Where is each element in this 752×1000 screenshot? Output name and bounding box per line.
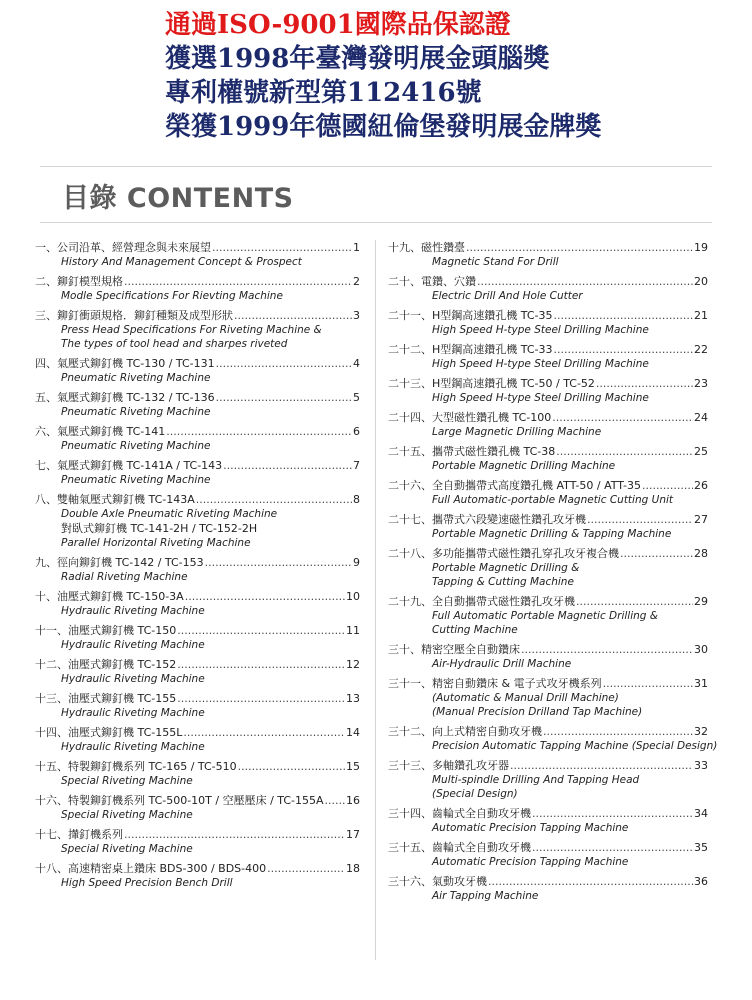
toc-entry-title: 二十三、H型鋼高速鑽孔機 TC-50 / TC-52 [388, 377, 595, 390]
toc-entry-heading [388, 676, 708, 691]
toc-page-number: 24 [694, 411, 708, 424]
toc-entry-title: 三十五、齒輪式全自動攻牙機 [388, 841, 531, 854]
toc-entry-heading [35, 861, 360, 876]
toc-entry-heading [35, 240, 360, 255]
toc-entry[interactable] [35, 458, 360, 487]
headline-award-1999: 榮獲1999年德國紐倫堡發明展金牌獎 [165, 112, 602, 142]
toc-entry-title: 七、氣壓式鉚釘機 TC-141A / TC-143 [35, 459, 223, 472]
toc-entry-english: Pneumatic Riveting Machine [61, 372, 211, 384]
dot-leader [488, 874, 693, 889]
toc-entry-heading [388, 240, 708, 255]
toc-entry-title: 二十八、多功能攜帶式磁性鑽孔穿孔攻牙複合機 [388, 547, 619, 560]
toc-entry-english: History And Management Concept & Prospect [61, 256, 302, 268]
toc-entry-sub-heading: 對臥式鉚釘機 TC-141-2H / TC-152-2H [61, 522, 258, 535]
toc-page-number: 28 [694, 547, 708, 560]
toc-page-number: 22 [694, 343, 708, 356]
toc-entry[interactable] [388, 724, 718, 753]
dot-leader [554, 308, 694, 323]
toc-entry[interactable] [35, 555, 360, 584]
toc-entry-english: Precision Automatic Tapping Machine (Special Design) [432, 740, 718, 752]
toc-entry-title: 二十、電鑽、穴鑽 [388, 275, 476, 288]
toc-entry-heading [388, 410, 708, 425]
toc-page-number: 4 [353, 357, 360, 370]
toc-entry[interactable] [35, 240, 360, 269]
toc-entry-heading [388, 594, 708, 609]
dot-leader [603, 676, 693, 691]
toc-entry[interactable] [388, 376, 708, 405]
toc-entry-title: 二十七、攜帶式六段變速磁性鑽孔攻牙機 [388, 513, 586, 526]
toc-entry-title: 二十一、H型鋼高速鑽孔機 TC-35 [388, 309, 553, 322]
dot-leader [124, 827, 345, 842]
toc-entry[interactable] [388, 410, 708, 439]
toc-entry[interactable] [388, 546, 708, 589]
toc-entry[interactable] [388, 874, 708, 903]
award-headlines [165, 8, 725, 144]
toc-entry-english: Hydraulic Riveting Machine [61, 639, 205, 651]
dot-leader [642, 478, 693, 493]
toc-page-number: 8 [353, 493, 360, 506]
toc-entry-english: Portable Magnetic Drilling & Tapping Machine [432, 528, 672, 540]
dot-leader [576, 594, 693, 609]
toc-page-number: 32 [694, 725, 708, 738]
toc-entry-english: (Manual Precision Drilland Tap Machine) [432, 706, 643, 718]
toc-entry-english: Hydraulic Riveting Machine [61, 605, 205, 617]
toc-page-number: 31 [694, 677, 708, 690]
toc-page-number: 30 [694, 643, 708, 656]
toc-entry-title: 二十六、全自動攜帶式高度鑽孔機 ATT-50 / ATT-35 [388, 479, 641, 492]
toc-entry-heading [388, 342, 708, 357]
toc-page-number: 23 [694, 377, 708, 390]
toc-page-number: 34 [694, 807, 708, 820]
toc-entry[interactable] [35, 759, 360, 788]
toc-entry[interactable] [35, 623, 360, 652]
toc-page-number: 18 [346, 862, 360, 875]
toc-entry-title: 三十二、向上式精密自動攻牙機 [388, 725, 542, 738]
toc-page-number: 3 [353, 309, 360, 322]
dot-leader [587, 512, 693, 527]
toc-entry-heading [35, 424, 360, 439]
toc-entry-heading [35, 555, 360, 570]
toc-entry-heading [388, 874, 708, 889]
toc-entry-heading [388, 308, 708, 323]
dot-leader [185, 589, 345, 604]
toc-entry-heading [35, 725, 360, 740]
toc-entry-title: 十四、油壓式鉚釘機 TC-155L [35, 726, 183, 739]
dot-leader [183, 725, 345, 740]
toc-page-number: 26 [694, 479, 708, 492]
toc-entry-english: Magnetic Stand For Drill [432, 256, 559, 268]
toc-entry-title: 二十四、大型磁性鑽孔機 TC-100 [388, 411, 552, 424]
toc-entry[interactable] [388, 342, 708, 371]
toc-entry-title: 十一、油壓式鉚釘機 TC-150 [35, 624, 177, 637]
dot-leader [466, 240, 693, 255]
toc-entry[interactable] [35, 861, 360, 890]
toc-entry-heading [388, 840, 708, 855]
toc-page-number: 13 [346, 692, 360, 705]
toc-entry-english: High Speed H-type Steel Drilling Machine [432, 358, 649, 370]
toc-entry[interactable] [35, 308, 360, 351]
toc-entry-english: (Automatic & Manual Drill Machine) [432, 692, 619, 704]
toc-entry-title: 二十九、全自動攜帶式磁性鑽孔攻牙機 [388, 595, 575, 608]
toc-page-number: 10 [346, 590, 360, 603]
toc-page-number: 12 [346, 658, 360, 671]
toc-page-number: 33 [694, 759, 708, 772]
toc-entry[interactable] [388, 444, 708, 473]
toc-entry[interactable] [388, 758, 708, 801]
toc-entry-title: 三十、精密空壓全自動鑽床 [388, 643, 520, 656]
toc-entry-heading [388, 376, 708, 391]
toc-page-number: 14 [346, 726, 360, 739]
toc-entry[interactable] [388, 642, 708, 671]
toc-entry[interactable] [35, 492, 360, 550]
toc-page-number: 15 [346, 760, 360, 773]
toc-entry-heading [388, 724, 708, 739]
toc-entry-english: Portable Magnetic Drilling Machine [432, 460, 616, 472]
toc-entry-heading [388, 806, 708, 821]
toc-entry-title: 十七、攆釘機系列 [35, 828, 123, 841]
toc-entry-heading [388, 274, 708, 289]
toc-entry-heading [35, 759, 360, 774]
toc-entry-title: 二十五、攜帶式磁性鑽孔機 TC-38 [388, 445, 556, 458]
toc-entry-title: 一、公司沿革、經營理念與未來展望 [35, 241, 211, 254]
toc-entry-title: 四、氣壓式鉚釘機 TC-130 / TC-131 [35, 357, 215, 370]
toc-entry-english: Automatic Precision Tapping Machine [432, 856, 629, 868]
toc-entry-title: 三、鉚釘衝頭規格．鉚釘種類及成型形狀 [35, 309, 233, 322]
toc-page-number: 36 [694, 875, 708, 888]
dot-leader [166, 424, 352, 439]
toc-page-number: 35 [694, 841, 708, 854]
toc-entry-title: 十二、油壓式鉚釘機 TC-152 [35, 658, 177, 671]
toc-entry[interactable] [388, 274, 708, 303]
dot-leader [234, 308, 352, 323]
toc-entry-english: Hydraulic Riveting Machine [61, 741, 205, 753]
toc-page-number: 5 [353, 391, 360, 404]
toc-entry-english: Modle Specifications For Rievting Machine [61, 290, 283, 302]
dot-leader [510, 758, 693, 773]
toc-entry-title: 十、油壓式鉚釘機 TC-150-3A [35, 590, 184, 603]
dot-leader [177, 657, 345, 672]
dot-leader [216, 390, 352, 405]
toc-page-number: 21 [694, 309, 708, 322]
toc-entry-title: 十五、特製鉚釘機系列 TC-165 / TC-510 [35, 760, 237, 773]
toc-entry[interactable] [388, 478, 708, 507]
toc-entry-heading [35, 274, 360, 289]
dot-leader [477, 274, 693, 289]
toc-page-number: 11 [346, 624, 360, 637]
toc-entry-english: Double Axle Pneumatic Riveting Machine [61, 508, 278, 520]
toc-entry-english: Large Magnetic Drilling Machine [432, 426, 602, 438]
toc-entry-english: Special Riveting Machine [61, 775, 193, 787]
toc-entry-title: 三十三、多軸鑽孔攻牙器 [388, 759, 509, 772]
dot-leader [552, 410, 693, 425]
toc-entry[interactable] [35, 827, 360, 856]
toc-entry-title: 九、徑向鉚釘機 TC-142 / TC-153 [35, 556, 204, 569]
toc-entry-heading [35, 589, 360, 604]
toc-entry-english: Electric Drill And Hole Cutter [432, 290, 583, 302]
toc-entry-heading [35, 308, 360, 323]
dot-leader [238, 759, 345, 774]
headline-iso: 通過ISO-9001國際品保認證 [165, 10, 511, 40]
toc-entry-english: Full Automatic-portable Magnetic Cutting Unit [432, 494, 674, 506]
toc-entry-heading [35, 793, 360, 808]
toc-page-number: 27 [694, 513, 708, 526]
dot-leader [521, 642, 693, 657]
toc-entry-english: Pneumatic Riveting Machine [61, 474, 211, 486]
toc-entry-title: 三十六、氣動攻牙機 [388, 875, 487, 888]
title-divider [40, 222, 712, 223]
toc-page-number: 7 [353, 459, 360, 472]
toc-entry[interactable] [35, 356, 360, 385]
toc-entry-english: High Speed H-type Steel Drilling Machine [432, 324, 649, 336]
toc-page-number: 2 [353, 275, 360, 288]
toc-entry-heading [388, 758, 708, 773]
toc-entry-sub-english: Parallel Horizontal Riveting Machine [61, 537, 251, 549]
toc-entry-title: 六、氣壓式鉚釘機 TC-141 [35, 425, 166, 438]
toc-entry-english: The types of tool head and sharpes riveted [61, 338, 288, 350]
column-divider [375, 240, 376, 960]
dot-leader [556, 444, 693, 459]
dot-leader [532, 840, 693, 855]
top-divider [40, 166, 712, 167]
toc-entry-english: Portable Magnetic Drilling & [432, 562, 580, 574]
dot-leader [596, 376, 693, 391]
toc-page-number: 19 [694, 241, 708, 254]
toc-page-number: 17 [346, 828, 360, 841]
headline-award-1998: 獲選1998年臺灣發明展金頭腦獎 [165, 44, 550, 74]
toc-entry-english: (Special Design) [432, 788, 518, 800]
toc-entry[interactable] [35, 589, 360, 618]
toc-entry[interactable] [35, 793, 360, 822]
toc-entry-english: Special Riveting Machine [61, 843, 193, 855]
toc-entry-heading [35, 390, 360, 405]
toc-entry-english: Special Riveting Machine [61, 809, 193, 821]
dot-leader [325, 793, 345, 808]
toc-page-number: 20 [694, 275, 708, 288]
toc-entry-heading [388, 444, 708, 459]
dot-leader [267, 861, 345, 876]
toc-entry-heading [35, 623, 360, 638]
toc-entry-heading [35, 458, 360, 473]
toc-left-column [35, 240, 360, 895]
dot-leader [532, 806, 693, 821]
toc-entry-english: Tapping & Cutting Machine [432, 576, 574, 588]
toc-entry[interactable] [388, 806, 708, 835]
toc-entry-title: 八、雙軸氣壓式鉚釘機 TC-143A [35, 493, 195, 506]
toc-entry-title: 五、氣壓式鉚釘機 TC-132 / TC-136 [35, 391, 215, 404]
toc-entry-english: Press Head Specifications For Riveting Machine & [61, 324, 322, 336]
toc-entry-heading [388, 512, 708, 527]
toc-entry-heading [388, 478, 708, 493]
toc-entry-title: 十八、高速精密桌上鑽床 BDS-300 / BDS-400 [35, 862, 267, 875]
toc-entry-heading [35, 691, 360, 706]
toc-page-number: 6 [353, 425, 360, 438]
toc-entry[interactable] [35, 390, 360, 419]
toc-entry-heading [35, 827, 360, 842]
dot-leader [543, 724, 693, 739]
toc-page-number: 9 [353, 556, 360, 569]
toc-entry[interactable] [35, 691, 360, 720]
toc-entry-heading [388, 546, 708, 561]
dot-leader [196, 492, 352, 507]
dot-leader [177, 623, 345, 638]
toc-entry[interactable] [388, 240, 708, 269]
toc-entry-title: 三十一、精密自動鑽床 & 電子式攻牙機系列 [388, 677, 602, 690]
toc-entry-heading [35, 492, 360, 507]
toc-entry[interactable] [388, 308, 708, 337]
toc-page-number: 16 [346, 794, 360, 807]
contents-title: 目錄 CONTENTS [62, 183, 294, 214]
toc-entry-heading [35, 356, 360, 371]
toc-entry[interactable] [35, 424, 360, 453]
toc-page-number: 1 [353, 241, 360, 254]
toc-entry-english: Air-Hydraulic Drill Machine [432, 658, 572, 670]
dot-leader [205, 555, 352, 570]
headline-patent: 專利權號新型第112416號 [165, 78, 482, 108]
toc-entry[interactable] [388, 512, 708, 541]
toc-entry-english: Radial Riveting Machine [61, 571, 188, 583]
toc-entry-english: High Speed Precision Bench Drill [61, 877, 233, 889]
dot-leader [124, 274, 352, 289]
toc-entry-english: Cutting Machine [432, 624, 518, 636]
toc-entry[interactable] [388, 840, 708, 869]
dot-leader [554, 342, 694, 357]
toc-entry-english: Hydraulic Riveting Machine [61, 673, 205, 685]
toc-entry[interactable] [35, 657, 360, 686]
toc-page-number: 25 [694, 445, 708, 458]
toc-entry-title: 十六、特製鉚釘機系列 TC-500-10T / 空壓壓床 / TC-155A [35, 794, 324, 807]
toc-entry-english: Hydraulic Riveting Machine [61, 707, 205, 719]
toc-entry-english: Multi-spindle Drilling And Tapping Head [432, 774, 640, 786]
toc-entry[interactable] [35, 274, 360, 303]
toc-entry-english: Full Automatic Portable Magnetic Drilling & [432, 610, 658, 622]
toc-entry-heading [388, 642, 708, 657]
toc-entry-english: High Speed H-type Steel Drilling Machine [432, 392, 649, 404]
dot-leader [177, 691, 345, 706]
toc-entry-heading [35, 657, 360, 672]
toc-entry[interactable] [388, 676, 708, 719]
toc-right-column [388, 240, 718, 908]
toc-page-number: 29 [694, 595, 708, 608]
toc-entry-english: Air Tapping Machine [432, 890, 539, 902]
toc-entry[interactable] [388, 594, 708, 637]
toc-entry-title: 二、鉚釘模型規格 [35, 275, 123, 288]
toc-entry-title: 二十二、H型鋼高速鑽孔機 TC-33 [388, 343, 553, 356]
toc-entry-english: Automatic Precision Tapping Machine [432, 822, 629, 834]
toc-entry[interactable] [35, 725, 360, 754]
dot-leader [212, 240, 352, 255]
dot-leader [216, 356, 352, 371]
dot-leader [223, 458, 352, 473]
toc-entry-title: 十三、油壓式鉚釘機 TC-155 [35, 692, 177, 705]
toc-entry-english: Pneumatic Riveting Machine [61, 406, 211, 418]
toc-entry-title: 三十四、齒輪式全自動攻牙機 [388, 807, 531, 820]
toc-entry-english: Pneumatic Riveting Machine [61, 440, 211, 452]
dot-leader [620, 546, 693, 561]
toc-entry-title: 十九、磁性鑽臺 [388, 241, 465, 254]
